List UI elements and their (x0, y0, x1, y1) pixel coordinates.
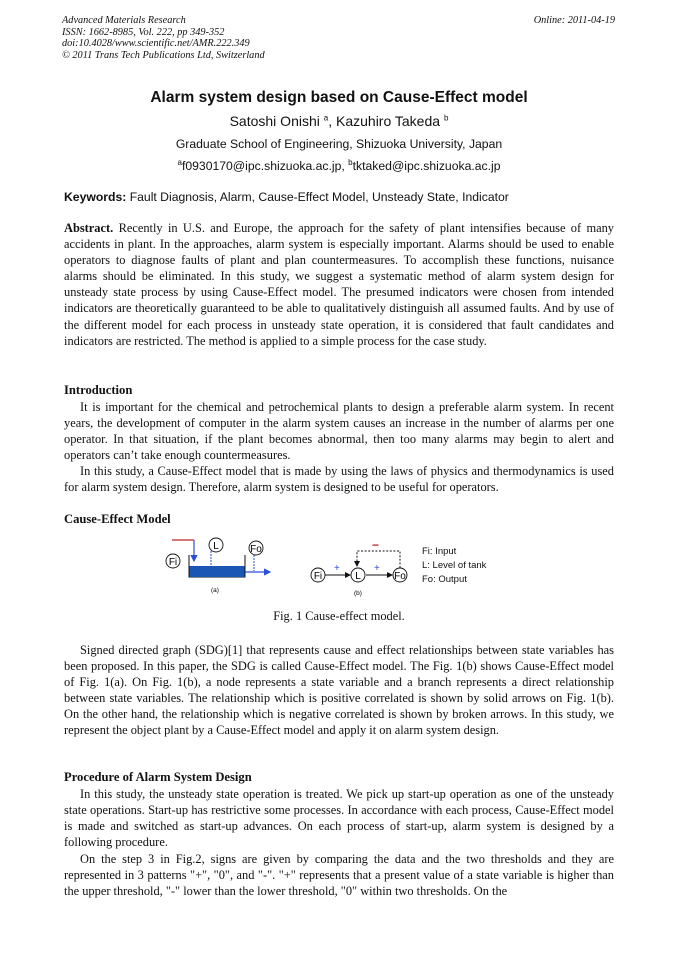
cause-effect-heading: Cause-Effect Model (64, 512, 171, 526)
figure-label-a: (a) (211, 587, 219, 594)
legend-level: L: Level of tank (422, 560, 487, 571)
email-2: tktaked@ipc.shizuoka.ac.jp (352, 159, 501, 173)
author-separator: , (328, 113, 336, 129)
legend-input: Fi: Input (422, 546, 457, 557)
figure-1-caption: Fig. 1 Cause-effect model. (273, 609, 405, 623)
doi-line: doi:10.4028/www.scientific.net/AMR.222.349 (62, 38, 250, 50)
cause-effect-graph (311, 538, 407, 597)
plus-sign-2: + (374, 563, 380, 574)
tank-node-fi-label: Fi (168, 557, 178, 568)
author-1-sup: a (323, 113, 329, 123)
graph-node-fo-label: Fo (394, 571, 406, 582)
procedure-paragraph-1: In this study, the unsteady state operation is treated. We pick up start-up operation as one of the unsteady state operations. Start-up has restrictive some processes. In accordance with each process, Cause-Effect model is made and switched as start-up advances. On each process of start-up, alarm system is designed by a following procedure. (64, 787, 614, 850)
graph-node-l-label: L (355, 571, 361, 582)
tank-node-fo-label: Fo (250, 544, 262, 555)
tank-node-l-label: L (213, 541, 219, 552)
introduction-paragraph-1: It is important for the chemical and petrochemical plants to design a preferable alarm system. In recent years, the development of computer in the alarm system causes an increase in the number of alarms per one operator. In that situation, if the plant becomes abnormal, then too many alarms may begin to alert and operators can’t take enough countermeasures. (64, 400, 614, 463)
abstract-label: Abstract. (64, 221, 114, 235)
legend-output: Fo: Output (422, 574, 467, 585)
minus-sign: − (372, 538, 380, 552)
issn-line: ISSN: 1662-8985, Vol. 222, pp 349-352 (62, 26, 225, 38)
email-2-sup: b (348, 157, 353, 167)
journal-name: Advanced Materials Research (62, 15, 186, 26)
procedure-heading: Procedure of Alarm System Design (64, 770, 252, 784)
email-1-sup: a (177, 157, 182, 167)
figure-label-b: (b) (354, 590, 362, 597)
plus-sign-1: + (334, 563, 340, 574)
email-1: f0930170@ipc.shizuoka.ac.jp, (181, 159, 349, 173)
email-line (0, 159, 678, 173)
figure-1 (150, 533, 420, 599)
paper-title: Alarm system design based on Cause-Effect model (150, 89, 528, 106)
keywords-text: Fault Diagnosis, Alarm, Cause-Effect Model, Unsteady State, Indicator (126, 190, 509, 204)
introduction-heading: Introduction (64, 383, 133, 397)
introduction-paragraph-2: In this study, a Cause-Effect model that is made by using the laws of physics and thermodynamics is used for alarm system design. Therefore, alarm system is designed to be useful for operators. (64, 464, 614, 495)
keywords-label: Keywords: (64, 190, 127, 204)
procedure-paragraph-2: On the step 3 in Fig.2, signs are given by comparing the data and the two thresholds and they are represented in 3 patterns "+", "0", and "-". "+" represents that a present value of a state variable is higher than the upper threshold, "-" lower than the lower threshold, "0" within two thresholds. On the (64, 852, 614, 899)
graph-node-fi-label: Fi (313, 571, 323, 582)
abstract (64, 220, 614, 349)
tank-diagram (166, 538, 270, 594)
affiliation: Graduate School of Engineering, Shizuoka University, Japan (175, 137, 503, 151)
author-2: Kazuhiro Takeda (336, 113, 441, 129)
author-2-sup: b (443, 113, 449, 123)
keywords (64, 190, 624, 204)
running-header (62, 15, 265, 61)
abstract-text: Recently in U.S. and Europe, the approach for the safety of plant intensifies because of many accidents in plant. In the approaches, alarm system is especially important. Alarms should be used to enable operators to diagnose faults of plant and plan countermeasures. To accomplish these functions, nuisance alarms should be eliminated. In this study, we suggest a systematic method of alarm system design for unsteady state process by using Cause-Effect model. The presumed indicators were chosen from intended indicators are theoretically guaranteed to be able to qualitatively distinguish all assumed faults. And by use of the different model for each process in unsteady state operation, it is considered that fault candidates and indicators are restricted. The method is applied to a simple process for the case study. (64, 221, 614, 348)
online-date: Online: 2011-04-19 (533, 15, 615, 26)
author-1: Satoshi Onishi (229, 113, 320, 129)
tank-liquid (190, 566, 245, 577)
copyright-line: © 2011 Trans Tech Publications Ltd, Switzerland (62, 49, 265, 61)
author-line (0, 113, 678, 129)
cause-effect-paragraph: Signed directed graph (SDG)[1] that represents cause and effect relationships between state variables has been proposed. In this paper, the SDG is called Cause-Effect model. The Fig. 1(b) shows Cause-Effect model of Fig. 1(a). On Fig. 1(b), a node represents a state variable and a branch represents a direct relationship between state variables. The relationship which is positive correlated is shown by solid arrows on Fig. 1(b). On the other hand, the relationship which is negative correlated is shown by broken arrows. In this study, we represent the object plant by a Cause-Effect model and apply it on alarm system design. (64, 643, 614, 738)
